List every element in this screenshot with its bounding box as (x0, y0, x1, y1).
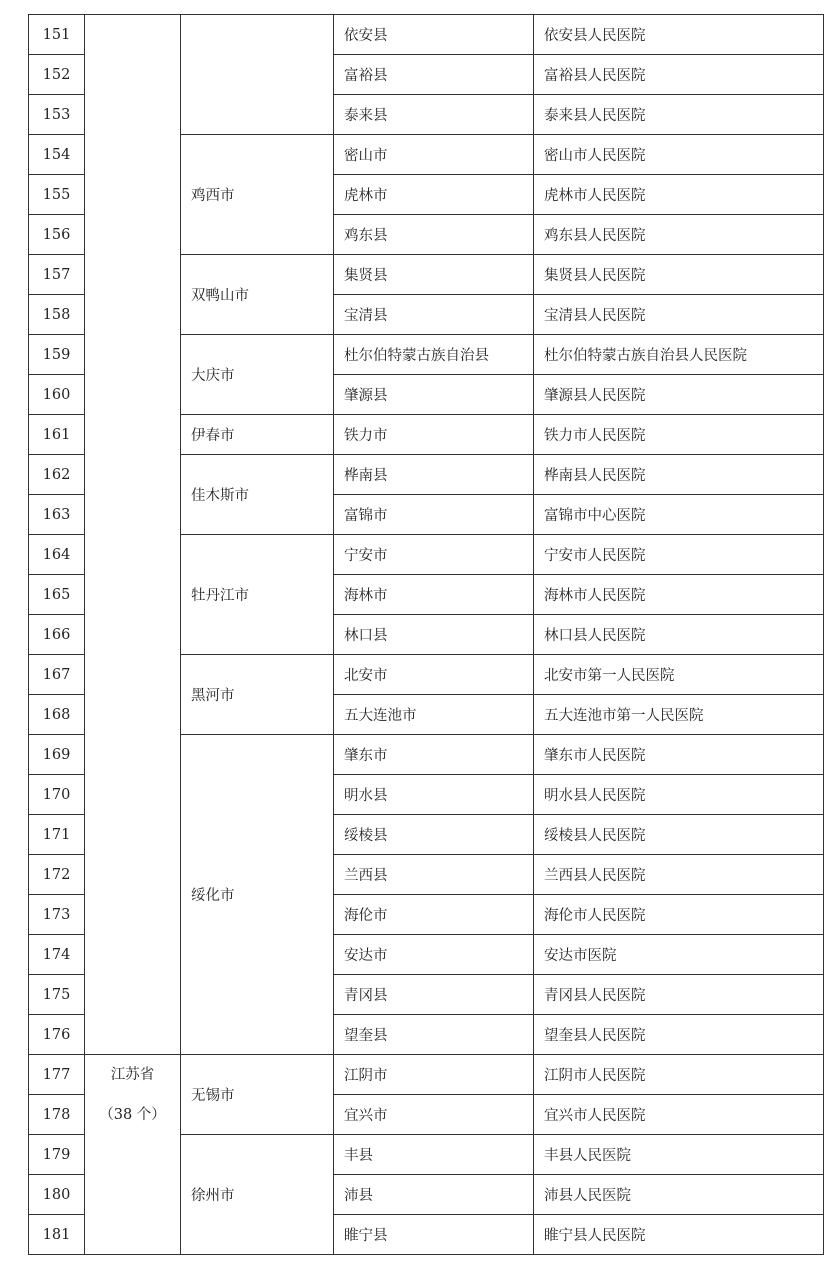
county-cell: 五大连池市 (334, 695, 534, 735)
row-number: 176 (29, 1015, 85, 1055)
hospital-cell: 依安县人民医院 (534, 15, 824, 55)
county-cell: 宝清县 (334, 295, 534, 335)
hospital-cell: 睢宁县人民医院 (534, 1215, 824, 1255)
hospital-cell: 泰来县人民医院 (534, 95, 824, 135)
table-body (29, 15, 824, 1255)
row-number: 162 (29, 455, 85, 495)
county-cell: 肇源县 (334, 375, 534, 415)
county-cell: 泰来县 (334, 95, 534, 135)
hospital-cell: 江阴市人民医院 (534, 1055, 824, 1095)
hospital-cell: 桦南县人民医院 (534, 455, 824, 495)
county-cell: 肇东市 (334, 735, 534, 775)
row-number: 154 (29, 135, 85, 175)
row-number: 153 (29, 95, 85, 135)
county-cell: 铁力市 (334, 415, 534, 455)
province-cell (85, 1055, 181, 1255)
hospital-cell: 密山市人民医院 (534, 135, 824, 175)
county-cell: 密山市 (334, 135, 534, 175)
hospital-cell: 明水县人民医院 (534, 775, 824, 815)
province-name: 江苏省 (110, 1067, 155, 1083)
county-cell: 虎林市 (334, 175, 534, 215)
county-cell: 集贤县 (334, 255, 534, 295)
row-number: 180 (29, 1175, 85, 1215)
hospital-cell: 富锦市中心医院 (534, 495, 824, 535)
city-cell: 牡丹江市 (181, 535, 334, 655)
hospital-cell: 五大连池市第一人民医院 (534, 695, 824, 735)
hospital-cell: 肇东市人民医院 (534, 735, 824, 775)
hospital-cell: 安达市医院 (534, 935, 824, 975)
row-number: 161 (29, 415, 85, 455)
hospital-cell: 林口县人民医院 (534, 615, 824, 655)
table-row (29, 15, 824, 55)
county-cell: 北安市 (334, 655, 534, 695)
hospital-cell: 铁力市人民医院 (534, 415, 824, 455)
hospital-cell: 绥棱县人民医院 (534, 815, 824, 855)
county-cell: 江阴市 (334, 1055, 534, 1095)
row-number: 172 (29, 855, 85, 895)
row-number: 177 (29, 1055, 85, 1095)
county-cell: 安达市 (334, 935, 534, 975)
row-number: 175 (29, 975, 85, 1015)
county-cell: 鸡东县 (334, 215, 534, 255)
county-cell: 青冈县 (334, 975, 534, 1015)
row-number: 159 (29, 335, 85, 375)
city-cell: 鸡西市 (181, 135, 334, 255)
row-number: 179 (29, 1135, 85, 1175)
province-cell (85, 15, 181, 1055)
row-number: 171 (29, 815, 85, 855)
county-cell: 依安县 (334, 15, 534, 55)
county-cell: 富锦市 (334, 495, 534, 535)
county-cell: 宁安市 (334, 535, 534, 575)
province-count: （38 个） (99, 1107, 166, 1123)
hospital-cell: 富裕县人民医院 (534, 55, 824, 95)
row-number: 165 (29, 575, 85, 615)
county-cell: 睢宁县 (334, 1215, 534, 1255)
county-cell: 兰西县 (334, 855, 534, 895)
hospital-cell: 北安市第一人民医院 (534, 655, 824, 695)
county-cell: 明水县 (334, 775, 534, 815)
hospital-cell: 集贤县人民医院 (534, 255, 824, 295)
row-number: 151 (29, 15, 85, 55)
city-cell: 伊春市 (181, 415, 334, 455)
county-cell: 宜兴市 (334, 1095, 534, 1135)
city-cell: 佳木斯市 (181, 455, 334, 535)
row-number: 158 (29, 295, 85, 335)
county-cell: 林口县 (334, 615, 534, 655)
county-cell: 桦南县 (334, 455, 534, 495)
county-cell: 杜尔伯特蒙古族自治县 (334, 335, 534, 375)
hospital-cell: 宝清县人民医院 (534, 295, 824, 335)
hospital-cell: 鸡东县人民医院 (534, 215, 824, 255)
county-cell: 海林市 (334, 575, 534, 615)
hospital-list-table (28, 14, 824, 1255)
hospital-cell: 青冈县人民医院 (534, 975, 824, 1015)
row-number: 160 (29, 375, 85, 415)
row-number: 156 (29, 215, 85, 255)
row-number: 166 (29, 615, 85, 655)
county-cell: 海伦市 (334, 895, 534, 935)
city-cell: 双鸭山市 (181, 255, 334, 335)
table-row (29, 1055, 824, 1095)
city-cell: 无锡市 (181, 1055, 334, 1135)
row-number: 157 (29, 255, 85, 295)
hospital-cell: 海林市人民医院 (534, 575, 824, 615)
county-cell: 望奎县 (334, 1015, 534, 1055)
row-number: 164 (29, 535, 85, 575)
county-cell: 沛县 (334, 1175, 534, 1215)
row-number: 155 (29, 175, 85, 215)
city-cell (181, 15, 334, 135)
hospital-cell: 兰西县人民医院 (534, 855, 824, 895)
row-number: 174 (29, 935, 85, 975)
city-cell: 大庆市 (181, 335, 334, 415)
row-number: 168 (29, 695, 85, 735)
hospital-cell: 沛县人民医院 (534, 1175, 824, 1215)
row-number: 170 (29, 775, 85, 815)
county-cell: 丰县 (334, 1135, 534, 1175)
hospital-cell: 丰县人民医院 (534, 1135, 824, 1175)
city-cell: 徐州市 (181, 1135, 334, 1255)
row-number: 178 (29, 1095, 85, 1135)
row-number: 163 (29, 495, 85, 535)
hospital-cell: 望奎县人民医院 (534, 1015, 824, 1055)
hospital-cell: 宜兴市人民医院 (534, 1095, 824, 1135)
row-number: 173 (29, 895, 85, 935)
row-number: 152 (29, 55, 85, 95)
row-number: 181 (29, 1215, 85, 1255)
row-number: 167 (29, 655, 85, 695)
county-cell: 绥棱县 (334, 815, 534, 855)
city-cell: 黑河市 (181, 655, 334, 735)
hospital-cell: 海伦市人民医院 (534, 895, 824, 935)
county-cell: 富裕县 (334, 55, 534, 95)
hospital-cell: 宁安市人民医院 (534, 535, 824, 575)
hospital-cell: 肇源县人民医院 (534, 375, 824, 415)
hospital-cell: 虎林市人民医院 (534, 175, 824, 215)
row-number: 169 (29, 735, 85, 775)
city-cell: 绥化市 (181, 735, 334, 1055)
hospital-cell: 杜尔伯特蒙古族自治县人民医院 (534, 335, 824, 375)
